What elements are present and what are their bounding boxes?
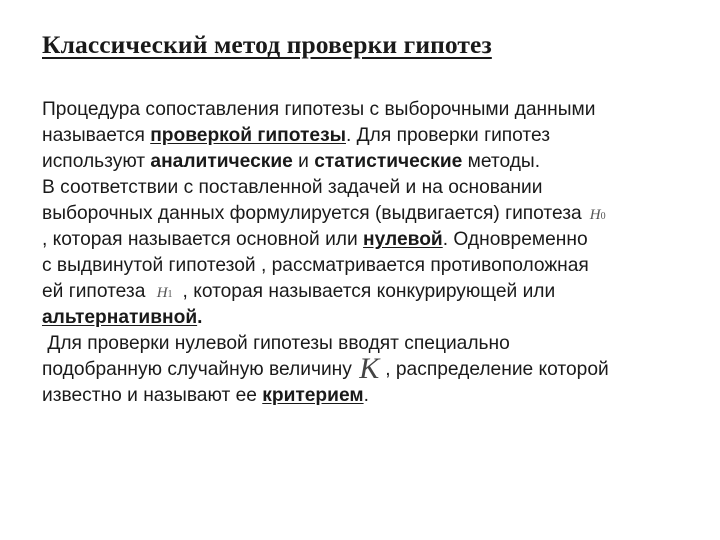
text-span: , которая называется конкурирующей или bbox=[182, 281, 556, 302]
text-line-12 bbox=[42, 383, 702, 409]
text-span: . bbox=[197, 307, 203, 328]
text-line-1 bbox=[42, 97, 702, 123]
slide-body bbox=[42, 97, 702, 409]
text-span: Процедура сопоставления гипотезы с выборочными данными bbox=[42, 99, 596, 120]
slide-title: Классический метод проверки гипотез bbox=[42, 30, 492, 59]
text-span: . Одновременно bbox=[442, 229, 588, 250]
text-line-6 bbox=[42, 227, 702, 253]
text-span: используют bbox=[42, 151, 151, 172]
text-line-8 bbox=[42, 279, 702, 305]
math-h1-symbol: H bbox=[156, 285, 168, 301]
math-h0-symbol: H bbox=[589, 207, 601, 223]
text-span: В соответствии с поставленной задачей и на основании bbox=[42, 177, 543, 198]
math-h1-sub: 1 bbox=[167, 289, 173, 300]
text-line-7 bbox=[42, 253, 702, 279]
term-null: нулевой bbox=[363, 229, 443, 250]
text-span: выборочных данных формулируется (выдвигается) гипотеза bbox=[42, 203, 582, 224]
text-span: подобранную случайную величину bbox=[42, 359, 358, 380]
text-span: и bbox=[292, 151, 315, 172]
text-span: методы. bbox=[462, 151, 541, 172]
text-span: называется bbox=[42, 125, 151, 146]
term-criterion: критерием bbox=[262, 385, 364, 406]
term-analytical: аналитические bbox=[150, 151, 293, 172]
text-line-2 bbox=[42, 123, 702, 149]
text-line-4 bbox=[42, 175, 702, 201]
text-span: , которая называется основной или bbox=[42, 229, 364, 250]
text-span: , распределение которой bbox=[385, 359, 609, 380]
text-line-5 bbox=[42, 201, 702, 227]
math-h0 bbox=[590, 201, 606, 230]
text-span: известно и называют ее bbox=[42, 385, 263, 406]
text-line-9 bbox=[42, 305, 702, 331]
math-h1 bbox=[157, 279, 173, 308]
term-hypothesis-testing: проверкой гипотезы bbox=[150, 125, 346, 146]
text-span: Для проверки нулевой гипотезы вводят специально bbox=[42, 333, 510, 354]
term-alternative: альтернативной bbox=[42, 307, 198, 328]
text-span: . bbox=[363, 385, 369, 406]
text-span: с выдвинутой гипотезой , рассматривается противоположная bbox=[42, 255, 589, 276]
math-k: K bbox=[359, 352, 380, 385]
math-h0-sub: 0 bbox=[600, 211, 606, 222]
text-span: . Для проверки гипотез bbox=[346, 125, 551, 146]
term-statistical: статистические bbox=[314, 151, 463, 172]
text-span: ей гипотеза bbox=[42, 281, 151, 302]
text-line-11 bbox=[42, 352, 702, 385]
text-line-3 bbox=[42, 149, 702, 175]
